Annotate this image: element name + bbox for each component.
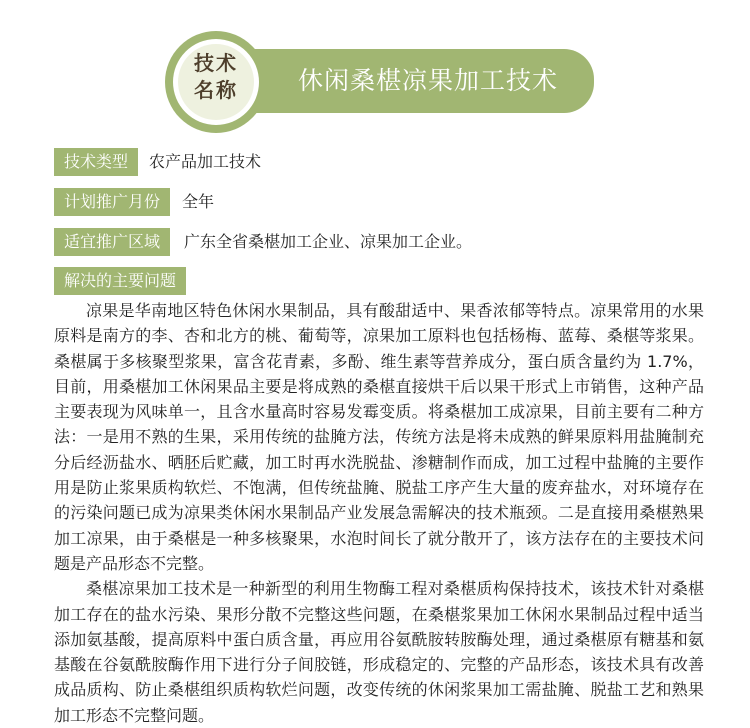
promo-area-label: 适宜推广区域: [54, 228, 170, 256]
title-badge-text: [178, 50, 254, 104]
promo-area-value: 广东全省桑椹加工企业、凉果加工企业。: [184, 232, 473, 251]
tech-type-value: 农产品加工技术: [149, 152, 262, 171]
problem-label: 解决的主要问题: [54, 267, 186, 295]
badge-line-1: 技术: [194, 51, 238, 75]
problem-paragraph-1: 凉果是华南地区特色休闲水果制品，具有酸甜适中、果香浓郁等特点。凉果常用的水果原料是南方的李、杏和北方的桃、葡萄等，凉果加工原料也包括杨梅、蓝莓、桑椹等浆果。桑椹属于多核聚型浆果，富含花青素，多酚、维生素等营养成分，蛋白质含量约为 1.7%，目前，用桑椹加工休闲果品主要是将成熟的桑椹直接烘干后以果干形式上市销售，这种产品主要表现为风味单一，且含水量高时容易发霉变质。将桑椹加工成凉果，目前主要有二种方法：一是用不熟的生果，采用传统的盐腌方法，传统方法是将未成熟的鲜果原料用盐腌制充分后经沥盐水、晒胚后贮藏，加工时再水洗脱盐、渗糖制作而成，加工过程中盐腌的主要作用是防止浆果质构软烂、不饱满，但传统盐腌、脱盐工序产生大量的废弃盐水，对环境存在的污染问题已成为凉果类休闲水果制品产业发展急需解决的技术瓶颈。二是直接用桑椹熟果加工凉果，由于桑椹是一种多核聚果，水泡时间长了就分散开了，该方法存在的主要技术问题是产品形态不完整。: [54, 301, 704, 573]
tech-type-label: 技术类型: [54, 148, 138, 176]
problem-body: [54, 298, 704, 728]
problem-paragraph-2: 桑椹凉果加工技术是一种新型的利用生物酶工程对桑椹质构保持技术，该技术针对桑椹加工存在的盐水污染、果形分散不完整这些问题，在桑椹浆果加工休闲水果制品过程中适当添加氨基酸，提高原料中蛋白质含量，再应用谷氨酰胺转胺酶处理，通过桑椹原有糖基和氨基酸在谷氨酰胺酶作用下进行分子间胶链，形成稳定的、完整的产品形态，该技术具有改善成品质构、防止桑椹组织质构软烂问题，改变传统的休闲浆果加工需盐腌、脱盐工艺和熟果加工形态不完整问题。: [54, 579, 704, 725]
promo-month-label: 计划推广月份: [54, 188, 170, 216]
badge-line-2: 名称: [194, 78, 238, 102]
page-title: 休闲桑椹凉果加工技术: [298, 66, 559, 95]
promo-month-value: 全年: [182, 192, 215, 211]
